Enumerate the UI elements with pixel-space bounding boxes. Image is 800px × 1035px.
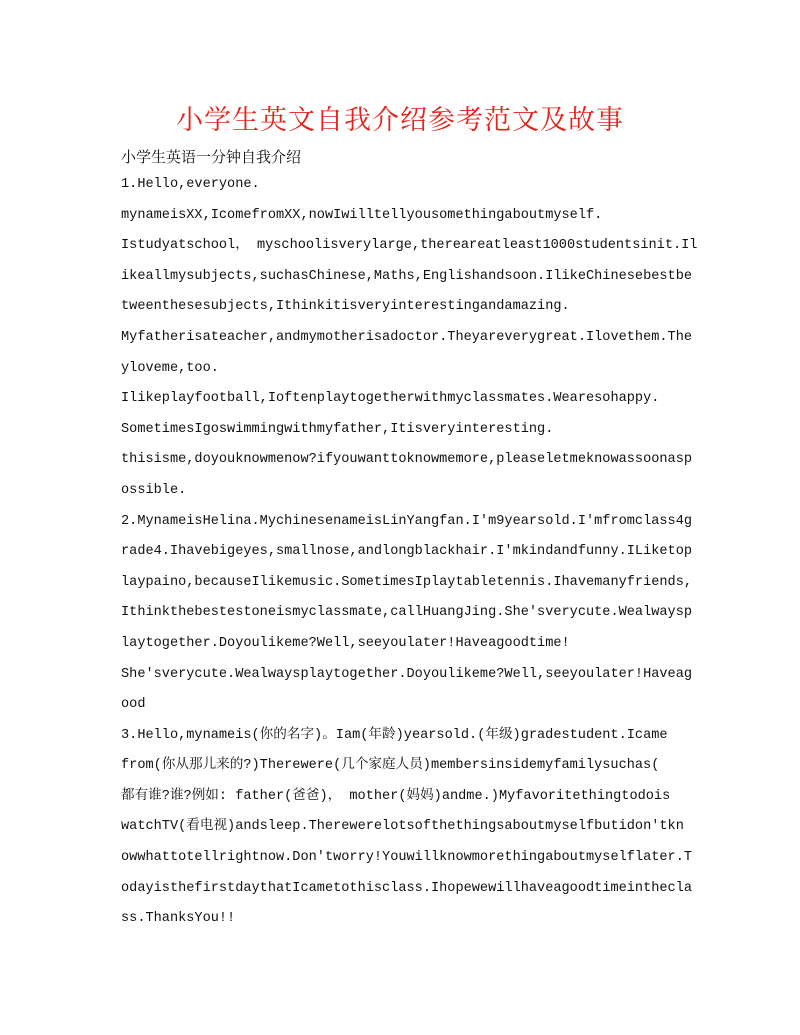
text-line: SometimesIgoswimmingwithmyfather,Itisveryinteresting. xyxy=(121,421,554,437)
text-line: watchTV(看电视)andsleep.Therewerelotsofthethingsaboutmyselfbutidon'tkn xyxy=(121,819,684,835)
text-line: from(你从那儿来的?)Therewere(几个家庭人员)membersinsidemyfamilysuchas( xyxy=(121,758,660,774)
body-text xyxy=(121,170,698,935)
text-line: odayisthefirstdaythatIcametothisclass.Ihopewewillhaveagoodtimeinthecla xyxy=(121,880,693,896)
text-line: rade4.Ihavebigeyes,smallnose,andlongblackhair.I'mkindandfunny.ILiketop xyxy=(121,544,693,560)
text-line: thisisme,doyouknowmenow?ifyouwanttoknowmemore,pleaseletmeknowassoonasp xyxy=(121,452,693,468)
page-title: 小学生英文自我介绍参考范文及故事 xyxy=(176,105,624,136)
text-line: owwhattotellrightnow.Don'tworry!Youwillknowmorethingaboutmyselflater.T xyxy=(121,850,693,866)
text-line: 1.Hello,everyone. xyxy=(121,177,260,192)
section-subtitle: 小学生英语一分钟自我介绍 xyxy=(121,148,302,166)
text-line: ood xyxy=(121,697,146,713)
text-line: ikeallmysubjects,suchasChinese,Maths,Englishandsoon.IlikeChinesebestbe xyxy=(121,268,693,284)
text-line: mynameisXX,IcomefromXX,nowIwilltellyousomethingaboutmyself. xyxy=(121,207,603,223)
text-line: 3.Hello,mynameis(你的名字)。Iam(年龄)yearsold.(年级)gradestudent.Icame xyxy=(121,727,668,743)
text-line: Ilikeplayfootball,Ioftenplaytogetherwithmyclassmates.Wearesohappy. xyxy=(121,391,660,407)
text-line: 都有谁?谁?例如: father(爸爸)， mother(妈妈)andme.)Myfavoritethingtodois xyxy=(121,788,671,804)
text-line: She'sverycute.Wealwaysplaytogether.Doyoulikeme?Well,seeyoulater!Haveag xyxy=(121,666,693,682)
text-line: ossible. xyxy=(121,482,187,498)
text-line: Istudyatschool， myschoolisverylarge,thereareatleast1000studentsinit.Il xyxy=(121,238,698,254)
text-line: ss.ThanksYou!! xyxy=(121,911,236,927)
text-line: tweenthesesubjects,Ithinkitisveryinterestingandamazing. xyxy=(121,299,570,315)
text-line: yloveme,too. xyxy=(121,360,219,376)
text-line: laypaino,becauseIlikemusic.SometimesIplaytabletennis.Ihavemanyfriends, xyxy=(121,574,693,590)
text-line: 2.MynameisHelina.MychinesenameisLinYangfan.I'm9yearsold.I'mfromclass4g xyxy=(121,513,693,529)
text-line: Myfatherisateacher,andmymotherisadoctor.Theyareverygreat.Ilovethem.The xyxy=(121,329,693,345)
text-line: laytogether.Doyoulikeme?Well,seeyoulater!Haveagoodtime! xyxy=(121,635,570,651)
text-line: Ithinkthebestestoneismyclassmate,callHuangJing.She'sverycute.Wealwaysp xyxy=(121,605,693,621)
